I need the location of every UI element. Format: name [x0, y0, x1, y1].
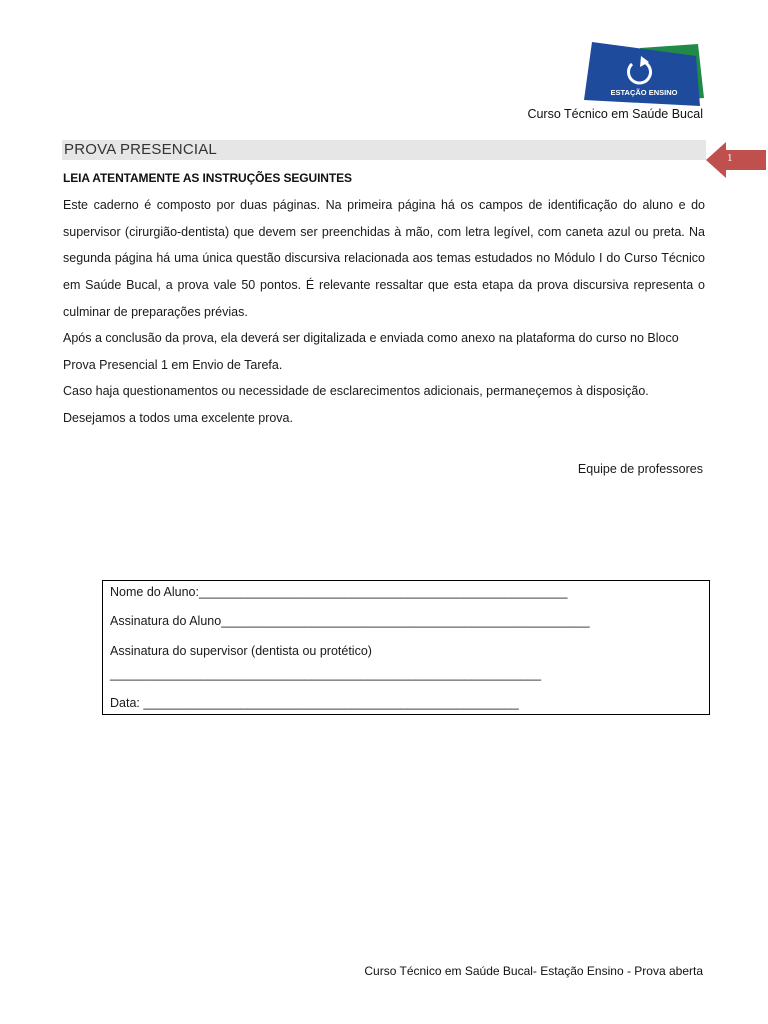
instructions-paragraph: Após a conclusão da prova, ela deverá ser digitalizada e enviada como anexo na plataforma do curso no Bloco Prova Presencial 1 em Envio de Tarefa. — [63, 331, 679, 372]
header-course-name: Curso Técnico em Saúde Bucal — [527, 107, 703, 121]
page-title: PROVA PRESENCIAL — [64, 141, 217, 158]
date-field[interactable]: Data: ______________________________________________________ — [110, 696, 519, 710]
instructions-paragraph: Este caderno é composto por duas páginas. Na primeira página há os campos de identificação do aluno e do supervisor (cirurgião-dentista) que devem ser preenchidas à mão, com letra legível, com caneta azul ou preta. Na segunda página há uma única questão discursiva relacionada aos temas estudados no Módulo I do Curso Técnico em Saúde Bucal, a prova vale 50 pontos. É relevante ressaltar que esta etapa da prova discursiva representa o culminar de preparações prévias. — [63, 198, 705, 319]
identification-box — [102, 580, 710, 715]
student-name-field[interactable]: Nome do Aluno:_____________________________________________________ — [110, 585, 568, 599]
student-signature-field[interactable]: Assinatura do Aluno_____________________________________________________ — [110, 614, 590, 628]
instructions-paragraph: Caso haja questionamentos ou necessidade de esclarecimentos adicionais, permaneçemos à disposição. Desejamos a todos uma excelente prova. — [63, 384, 649, 425]
footer-text: Curso Técnico em Saúde Bucal- Estação Ensino - Prova aberta — [364, 964, 703, 978]
page-number: 1 — [727, 152, 733, 164]
teachers-signature: Equipe de professores — [577, 462, 703, 476]
supervisor-signature-field[interactable]: ______________________________________________________________ — [110, 667, 542, 681]
page-marker-arrow-icon — [706, 142, 766, 178]
title-bar — [62, 140, 706, 160]
estacao-ensino-logo — [582, 42, 706, 108]
instructions-heading: LEIA ATENTAMENTE AS INSTRUÇÕES SEGUINTES — [63, 171, 352, 185]
supervisor-signature-label: Assinatura do supervisor (dentista ou protético) — [110, 644, 372, 658]
logo-text: ESTAÇÃO ENSINO — [610, 88, 678, 97]
